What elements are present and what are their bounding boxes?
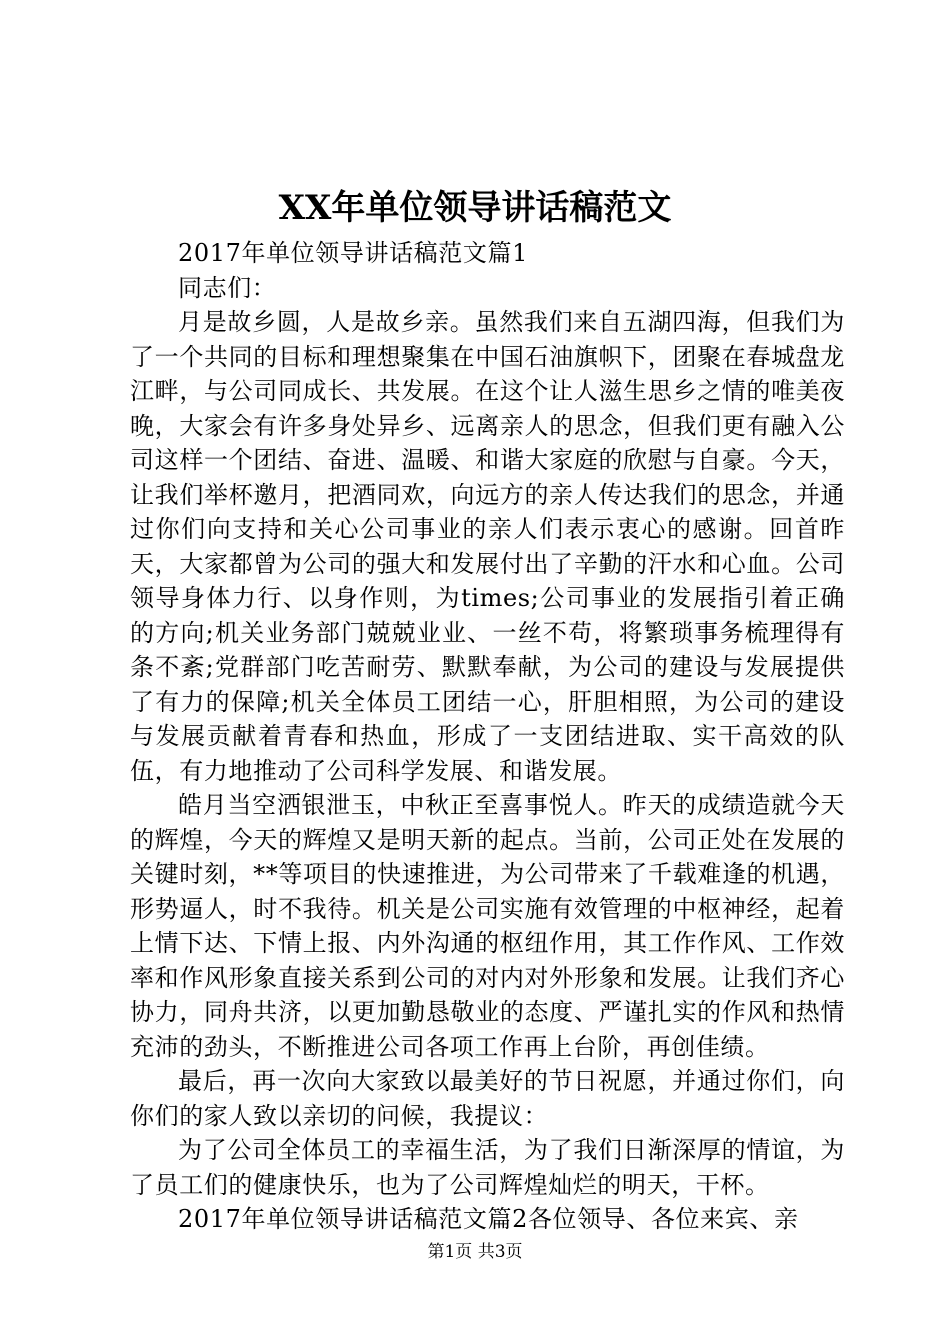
- section-heading-2: 2017年单位领导讲话稿范文篇2各位领导、各位来宾、亲: [178, 1205, 799, 1233]
- section-heading-1: 2017年单位领导讲话稿范文篇1: [178, 239, 528, 267]
- salutation: 同志们：: [178, 273, 277, 302]
- page-number: 第1页 共3页: [427, 1242, 523, 1262]
- document-body: [130, 236, 845, 1237]
- body-paragraph: 为了公司全体员工的幸福生活，为了我们日渐深厚的情谊，为了员工们的健康快乐，也为了公司辉煌灿烂的明天，干杯。: [130, 1136, 845, 1199]
- body-paragraph: 月是故乡圆，人是故乡亲。虽然我们来自五湖四海，但我们为了一个共同的目标和理想聚集在中国石油旗帜下，团聚在春城盘龙江畔，与公司同成长、共发展。在这个让人滋生思乡之情的唯美夜晚，大家会有许多身处异乡、远离亲人的思念，但我们更有融入公司这样一个团结、奋进、温暖、和谐大家庭的欣慰与自豪。今天，让我们举杯邀月，把酒同欢，向远方的亲人传达我们的思念，并通过你们向支持和关心公司事业的亲人们表示衷心的感谢。回首昨天，大家都曾为公司的强大和发展付出了辛勤的汗水和心血。公司领导身体力行、以身作则，为times;公司事业的发展指引着正确的方向;机关业务部门兢兢业业、一丝不苟，将繁琐事务梳理得有条不紊;党群部门吃苦耐劳、默默奉献，为公司的建设与发展提供了有力的保障;机关全体员工团结一心，肝胆相照，为公司的建设与发展贡献着青春和热血，形成了一支团结进取、实干高效的队伍，有力地推动了公司科学发展、和谐发展。: [130, 308, 845, 785]
- body-paragraph: 皓月当空洒银泄玉，中秋正至喜事悦人。昨天的成绩造就今天的辉煌，今天的辉煌又是明天新的起点。当前，公司正处在发展的关键时刻，**等项目的快速推进，为公司带来了千载难逢的机遇，形势逼人，时不我待。机关是公司实施有效管理的中枢神经，起着上情下达、下情上报、内外沟通的枢纽作用，其工作作风、工作效率和作风形象直接关系到公司的对内对外形象和发展。让我们齐心协力，同舟共济，以更加勤恳敬业的态度、严谨扎实的作风和热情充沛的劲头，不断推进公司各项工作再上台阶，再创佳绩。: [130, 791, 845, 1061]
- document-title: XX年单位领导讲话稿范文: [278, 188, 672, 228]
- body-paragraph: 最后，再一次向大家致以最美好的节日祝愿，并通过你们，向你们的家人致以亲切的问候，我提议：: [130, 1067, 845, 1130]
